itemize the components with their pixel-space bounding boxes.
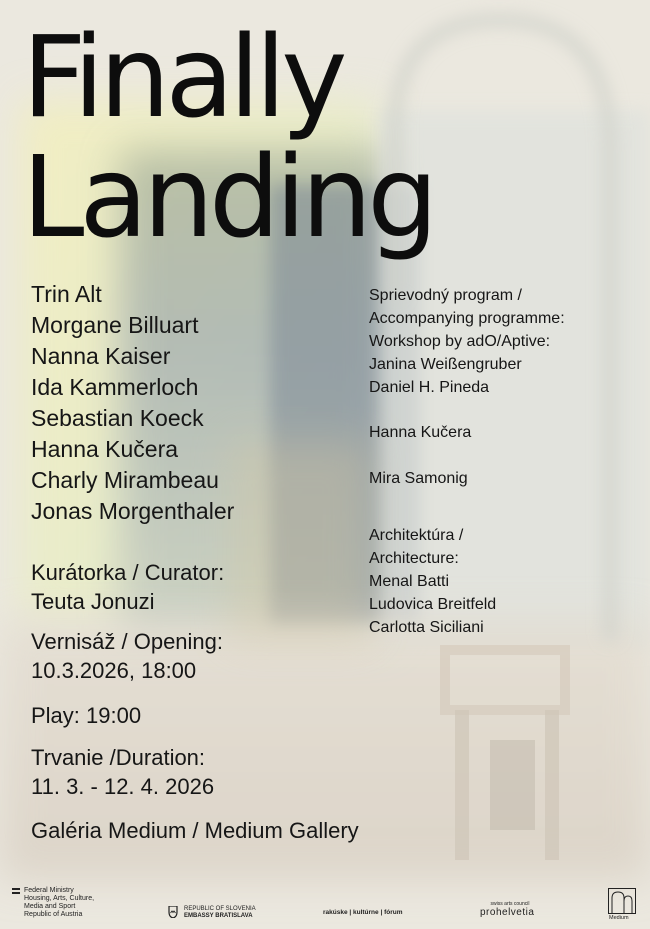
duration-label: Trvanie /Duration: [31,745,206,770]
duration-value: 11. 3. - 12. 4. 2026 [31,774,215,799]
opening-label: Vernisáž / Opening: [31,629,224,654]
prohelvetia-subtitle: swiss arts council [490,901,530,907]
artist-name: Morgane Billuart [31,312,199,338]
title-line-2: Landing [22,133,434,263]
medium-wordmark: Medium [609,915,629,921]
architect-name: Ludovica Breitfeld [369,596,497,613]
curator-block [31,558,224,616]
austria-ministry-text: Media and Sport [24,903,76,910]
artist-name: Hanna Kučera [31,436,179,462]
programme-person: Daniel H. Pineda [369,379,490,396]
opening-value: 10.3.2026, 18:00 [31,658,197,683]
prohelvetia-logo [480,901,540,919]
artist-list [31,279,234,527]
austria-ministry-text: Republic of Austria [24,911,83,918]
architecture-heading: Architektúra / [369,527,464,544]
title-line-1: Finally [22,13,343,143]
artist-name: Nanna Kaiser [31,343,171,369]
play-time: Play: 19:00 [31,703,142,728]
medium-gallery-logo [608,888,636,920]
programme-person: Janina Weißengruber [369,356,522,373]
programme-person-block [369,421,471,444]
sponsor-footer [0,882,650,929]
artist-name: Jonas Morgenthaler [31,498,235,524]
slovenia-crest-icon [168,906,178,918]
programme-person: Mira Samonig [369,470,468,487]
prohelvetia-wordmark: prohelvetia [480,907,535,918]
venue-name: Galéria Medium / Medium Gallery [31,818,359,843]
architecture-heading: Architecture: [369,550,459,567]
programme-heading: Accompanying programme: [369,310,565,327]
artist-name: Sebastian Koeck [31,405,204,431]
artist-name: Charly Mirambeau [31,467,219,493]
architect-name: Menal Batti [369,573,450,590]
opening-block [31,627,223,685]
architect-name: Carlotta Siciliani [369,619,484,636]
austria-ministry-text: Housing, Arts, Culture, [24,895,95,902]
austria-flag-icon [12,888,20,895]
artist-name: Ida Kammerloch [31,374,199,400]
architecture-block [369,524,496,639]
venue-block [31,816,359,845]
poster-title [22,13,434,263]
programme-heading: Sprievodný program / [369,287,522,304]
slovenia-embassy-text: EMBASSY BRATISLAVA [184,913,253,919]
programme-block [369,284,565,399]
medium-arch-icon [608,888,636,914]
artist-name: Trin Alt [31,281,102,307]
play-block [31,701,141,730]
slovenia-embassy-text: REPUBLIC OF SLOVENIA [184,906,256,912]
curator-label: Kurátorka / Curator: [31,560,225,585]
curator-name: Teuta Jonuzi [31,589,155,614]
workshop-label: Workshop by adO/Aptive: [369,333,551,350]
duration-block [31,743,214,801]
programme-person: Hanna Kučera [369,424,472,441]
austria-ministry-text: Federal Ministry [24,887,74,894]
austrian-cultural-forum-logo: rakúske | kultúrne | fórum [323,909,403,916]
programme-person-block [369,467,468,490]
